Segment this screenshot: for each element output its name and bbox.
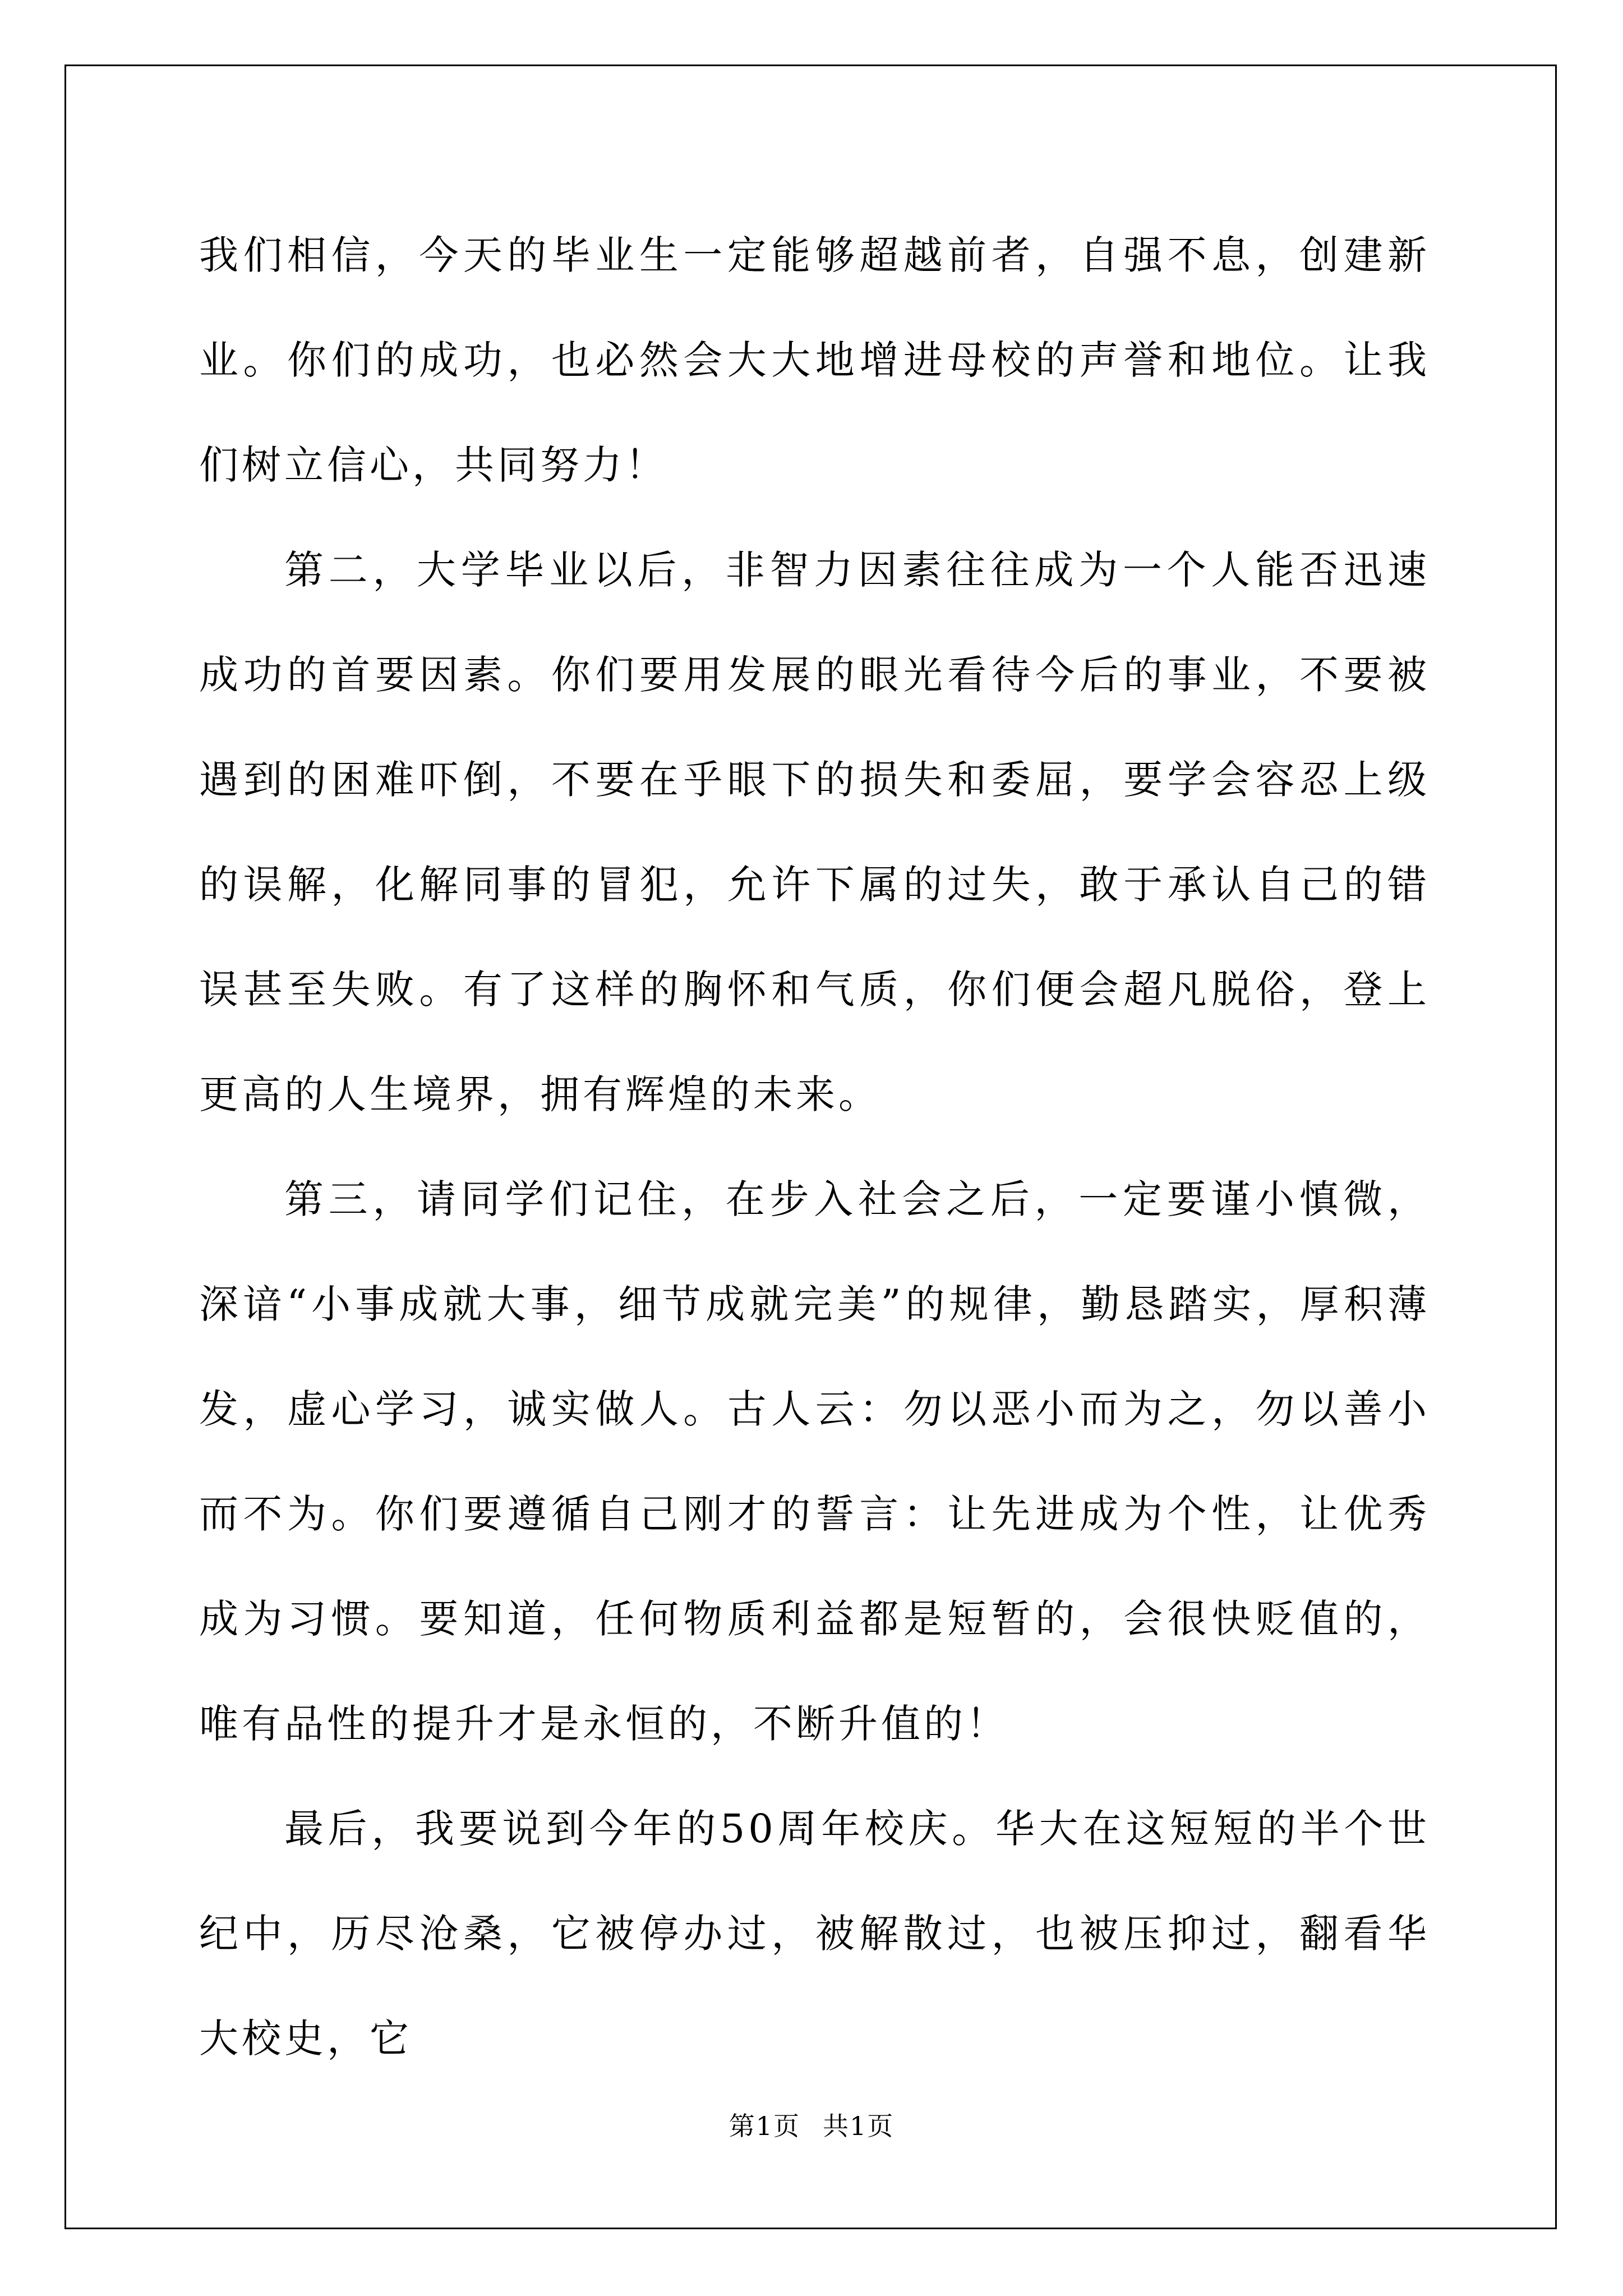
paragraph-1: 我们相信，今天的毕业生一定能够超越前者，自强不息，创建新业。你们的成功，也必然会大大地增进母校的声誉和地位。让我们树立信心，共同努力！	[199, 232, 1430, 488]
paragraph-3: 第三，请同学们记住，在步入社会之后，一定要谨小慎微，深谙“小事成就大事，细节成就完美”的规律，勤恳踏实，厚积薄发，虚心学习，诚实做人。古人云：勿以恶小而为之，勿以善小而不为。你们要遵循自己刚才的誓言：让先进成为个性，让优秀成为习惯。要知道，任何物质利益都是短暂的，会很快贬值的，唯有品性的提升才是永恒的，不断升值的！	[199, 1176, 1430, 1747]
page-footer	[0, 2109, 1623, 2143]
page-total: 共1页	[823, 2111, 895, 2141]
page-number: 第1页	[728, 2111, 800, 2141]
document-body	[199, 203, 1430, 2091]
paragraph-4: 最后，我要说到今年的50周年校庆。华大在这短短的半个世纪中，历尽沧桑，它被停办过，被解散过，也被压抑过，翻看华大校史，它	[199, 1806, 1430, 2062]
paragraph-2: 第二，大学毕业以后，非智力因素往往成为一个人能否迅速成功的首要因素。你们要用发展的眼光看待今后的事业，不要被遇到的困难吓倒，不要在乎眼下的损失和委屈，要学会容忍上级的误解，化解同事的冒犯，允许下属的过失，敢于承认自己的错误甚至失败。有了这样的胸怀和气质，你们便会超凡脱俗，登上更高的人生境界，拥有辉煌的未来。	[199, 547, 1430, 1117]
